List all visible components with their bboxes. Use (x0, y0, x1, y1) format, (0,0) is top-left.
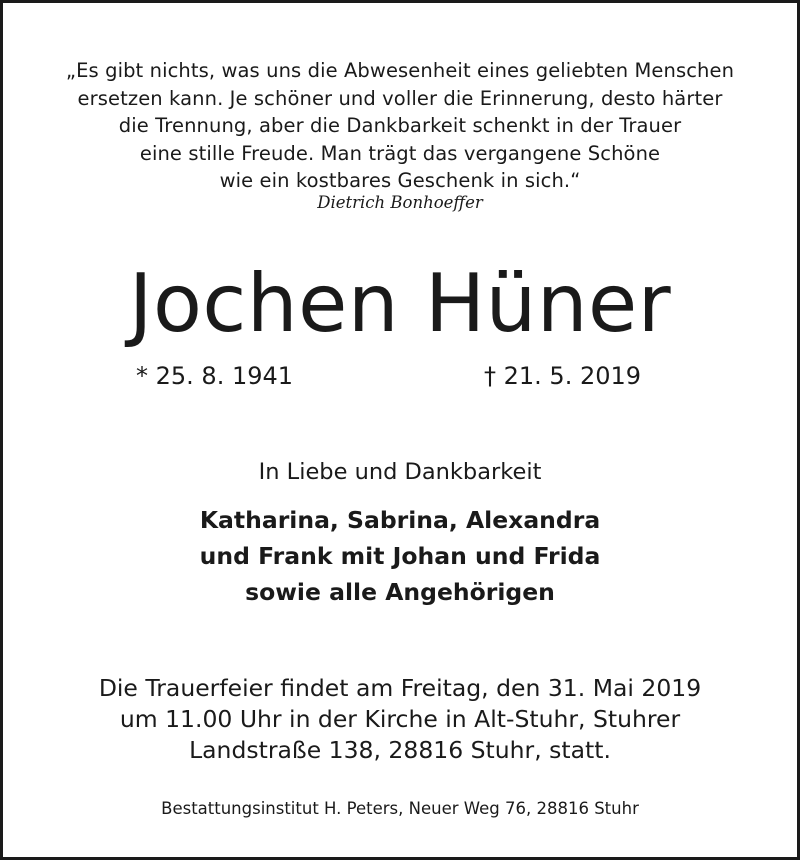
bonhoeffer-quote (3, 57, 797, 195)
quote-line: wie ein kostbares Geschenk in sich.“ (219, 169, 581, 192)
death-date: † 21. 5. 2019 (484, 362, 642, 390)
mourners-line: Katharina, Sabrina, Alexandra (199, 506, 601, 534)
dedication-line: In Liebe und Dankbarkeit (258, 459, 542, 485)
funeral-home: Bestattungsinstitut H. Peters, Neuer Weg 76, 28816 Stuhr (161, 799, 639, 818)
quote-line: die Trennung, aber die Dankbarkeit schenkt in der Trauer (118, 114, 682, 137)
service-line: um 11.00 Uhr in der Kirche in Alt-Stuhr, Stuhrer (119, 705, 681, 733)
deceased-name: Jochen Hüner (128, 257, 672, 350)
mourners-list (3, 502, 797, 610)
mourners-line: und Frank mit Johan und Frida (199, 542, 601, 570)
mourners-line: sowie alle Angehörigen (245, 578, 555, 606)
quote-line: eine stille Freude. Man trägt das vergangene Schöne (139, 141, 661, 165)
funeral-service-info (3, 673, 797, 766)
service-line: Landstraße 138, 28816 Stuhr, statt. (189, 736, 611, 764)
quote-line: „Es gibt nichts, was uns die Abwesenheit eines geliebten Menschen (65, 59, 735, 82)
service-line: Die Trauerfeier findet am Freitag, den 31. Mai 2019 (98, 674, 702, 702)
birth-date: * 25. 8. 1941 (136, 362, 294, 390)
quote-line: ersetzen kann. Je schöner und voller die Erinnerung, desto härter (77, 86, 723, 110)
quote-author: Dietrich Bonhoeffer (317, 193, 483, 212)
